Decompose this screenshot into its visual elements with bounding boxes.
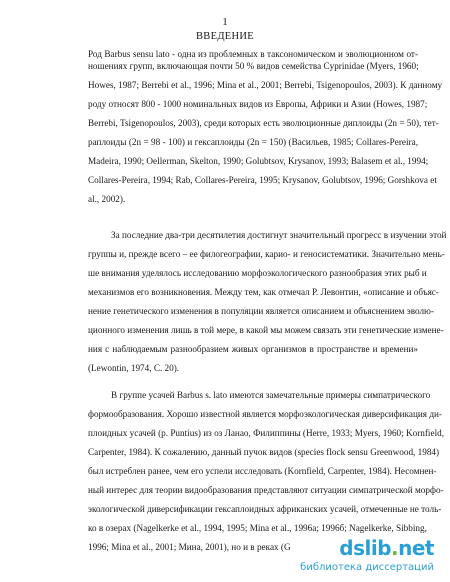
text-line: Carpenter, 1984). К сожалению, данный пучок видов (species flock sensu Greenwood, 1984) <box>88 447 440 457</box>
text-line: al., 2002). <box>88 194 126 204</box>
text-line: был истреблен ранее, чем его успели исследовать (Kornfield, Carpenter, 1984). Несомнен- <box>88 466 437 476</box>
watermark <box>300 536 440 576</box>
text-line: ношениях групп, включающая почти 50 % видов семейства Cyprinidae (Myers, 1960; <box>88 61 419 71</box>
text-line: ный интерес для теории видообразования представляют ситуации симпатрической морфо- <box>88 485 444 495</box>
text-line: Род Barbus sensu lato - одна из проблемных в таксономическом и эволюционном от- <box>88 49 418 59</box>
section-title: ВВЕДЕНИЕ <box>196 31 254 42</box>
watermark-logo: dslib.net <box>339 536 434 560</box>
text-line: группы и, прежде всего – ее филогеографии, карио- и геносистематики. Значительно мень- <box>88 249 445 259</box>
text-line: 1996; Mina et al., 2001; Мина, 2001), но и в реках (G <box>88 542 291 552</box>
text-line: нение генетического изменения в популяции является описанием и объяснением эволю- <box>88 306 434 316</box>
text-line: экологической диверсификации гексаплоидных африканских усачей, отмеченные не толь- <box>88 504 442 514</box>
text-line: ко в озерах (Nagelkerke et al., 1994, 1995; Mina et al., 1996a; 1996б; Nagelkerke, Sibbing, <box>88 523 427 533</box>
text-line: Collares-Pereira, 1994; Rab, Collares-Pereira, 1995; Krysanov, Golubtsov, 1996; Gorshkova et <box>88 175 437 185</box>
watermark-subtitle: библиотека диссертаций <box>300 562 434 573</box>
text-line: Berrebi, Tsigenopoulos, 2003), среди которых есть эволюционные диплоиды (2n = 50), тет- <box>88 118 439 128</box>
text-line: ционного изменения лишь в той мере, в какой мы можем связать эти генетические измене- <box>88 325 444 335</box>
text-line: механизмов его возникновения. Между тем, как отмечал Р. Левонтин, «описание и объяс- <box>88 287 439 297</box>
text-line: плоидных усачей (р. Puntius) из оз Ланао, Филиппины (Herre, 1933; Myers, 1960; Kornfield, <box>88 428 445 438</box>
text-line: ше внимания уделялось исследованию морфоэкологического разнообразия этих рыб и <box>88 268 427 278</box>
text-line: раплоиды (2n = 98 - 100) и гексаплоиды (2n = 150) (Васильев, 1985; Collares-Pereira, <box>88 137 418 147</box>
text-line: Madeira, 1990; Oellerman, Skelton, 1990; Golubtsov, Krysanov, 1993; Balasem et al., 1994; <box>88 156 429 166</box>
text-line: формообразования. Хорошо известной является морфоэкологическая диверсификация ди- <box>88 409 442 419</box>
text-line: ния с наблюдаемым разнообразием живых организмов в пространстве и времени» <box>88 344 418 354</box>
page-number: 1 <box>222 16 228 28</box>
text-line: (Lewontin, 1974, С. 20). <box>88 363 180 373</box>
text-line: В группе усачей Barbus s. lato имеются замечательные примеры симпатрического <box>111 390 431 400</box>
text-line: роду относят 800 - 1000 номинальных видов из Европы, Африки и Азии (Howes, 1987; <box>88 99 428 109</box>
text-line: Howes, 1987; Berrebi et al., 1996; Mina et al., 2001; Berrebi, Tsigenopoulos, 2003). К данному <box>88 80 443 90</box>
text-line: За последние два-три десятилетия достигнут значительный прогресс в изучении этой <box>111 230 447 240</box>
